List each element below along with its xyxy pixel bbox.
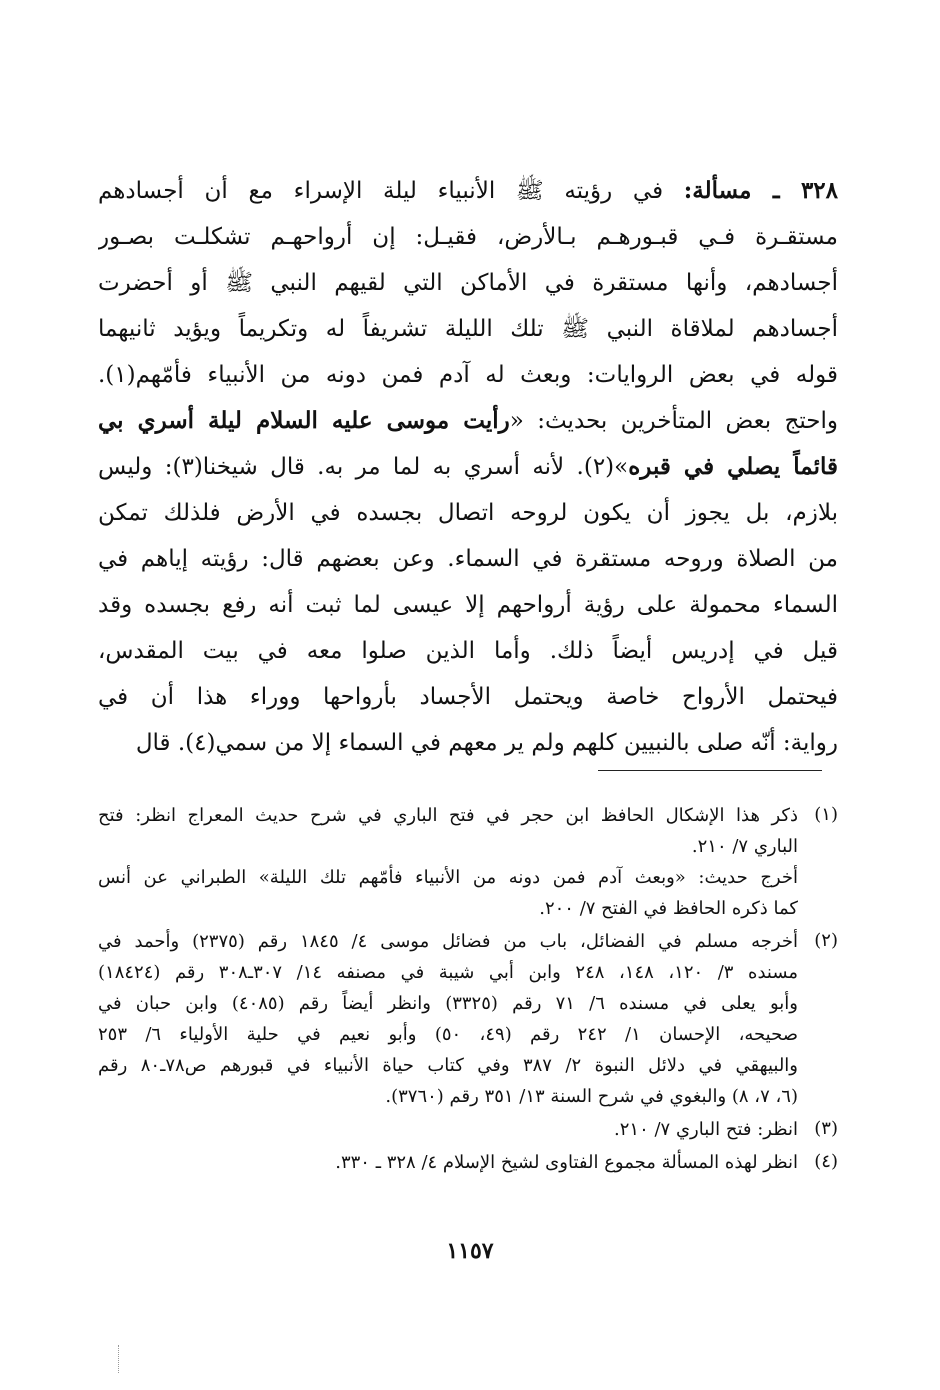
footnote — [98, 1114, 838, 1145]
footnote-line: كما ذكره الحافظ في الفتح ٧/ ٢٠٠. — [539, 898, 798, 919]
text-line — [98, 168, 838, 214]
text-run: رواية: أنّه صلى بالنبيين كلهم ولم ير معهم في السماء إلا من سمي(٤). قال — [135, 730, 838, 756]
footnote-line: أخرجه مسلم في الفضائل، باب من فضائل موسى ٤/ ١٨٤٥ رقم (٢٣٧٥) وأحمد في — [98, 931, 798, 952]
text-line — [98, 720, 838, 766]
text-line — [98, 674, 838, 720]
text-run: السماء محمولة على رؤية أرواحهم إلا عيسى لما ثبت أنه رفع بجسده وقد — [98, 592, 838, 618]
footnote-line: صحيحه، الإحسان ١/ ٢٤٢ رقم (٤٩، ٥٠) وأبو نعيم في حلية الأولياء ٦/ ٢٥٣ — [98, 1024, 798, 1045]
text-line — [98, 582, 838, 628]
footnote — [98, 926, 838, 1112]
footnote-number: (٢) — [814, 930, 838, 951]
bold-text: رأيت موسى عليه السلام ليلة أسري بي — [98, 407, 510, 434]
text-line — [98, 260, 838, 306]
footnote-line: (٦، ٧، ٨) والبغوي في شرح السنة ١٣/ ٣٥١ رقم (٣٧٦٠). — [385, 1086, 798, 1107]
footnote-number: (٤) — [814, 1151, 838, 1172]
footnote — [98, 800, 838, 924]
text-line — [98, 444, 838, 490]
footnote — [98, 1147, 838, 1178]
footnotes — [98, 800, 838, 1178]
page-number: ١١٥٧ — [446, 1238, 494, 1264]
footnote-text — [98, 1147, 798, 1178]
text-line — [98, 306, 838, 352]
text-run: فيحتمل الأرواح خاصة ويحتمل الأجساد بأرواحها ووراء هذا أن في — [98, 684, 838, 710]
text-line — [98, 490, 838, 536]
footnote-text — [98, 1114, 798, 1145]
text-run: قوله في بعض الروايات: وبعث له آدم فمن دونه من الأنبياء فأمّهم(١). — [98, 362, 838, 388]
footnote-line: ذكر هذا الإشكال الحافظ ابن حجر في فتح الباري في شرح حديث المعراج انظر: فتح — [98, 805, 798, 826]
text-run: في رؤيته ﷺ الأنبياء ليلة الإسراء مع أن أجسادهم — [98, 178, 684, 204]
footnote-line: انظر لهذه المسألة مجموع الفتاوى لشيخ الإسلام ٤/ ٣٢٨ ـ ٣٣٠. — [335, 1152, 798, 1173]
footnote-line: والبيهقي في دلائل النبوة ٢/ ٣٨٧ وفي كتاب حياة الأنبياء في قبورهم ص٧٨ـ٨٠ رقم — [98, 1055, 798, 1076]
scan-mark — [118, 1345, 125, 1373]
text-run: أجسادهم لملاقاة النبي ﷺ تلك الليلة تشريفاً له وتكريماً ويؤيد ثانيهما — [98, 316, 838, 342]
footnote-number: (٣) — [814, 1118, 838, 1139]
text-run: أجسادهم، وأنها مستقرة في الأماكن التي لقيهم النبي ﷺ أو أحضرت — [98, 270, 838, 296]
footnote-number: (١) — [814, 804, 838, 825]
text-line — [98, 398, 838, 444]
text-line — [98, 214, 838, 260]
text-line — [98, 536, 838, 582]
text-run: »(٢). لأنه أسري به لما مر به. قال شيخنا(٣): وليس — [98, 454, 629, 480]
text-run: من الصلاة وروحه مستقرة في السماء. وعن بعضهم قال: رؤيته إياهم في — [98, 546, 838, 572]
main-text — [98, 168, 838, 766]
footnote-line: الباري ٧/ ٢١٠. — [691, 836, 798, 857]
text-run: بلازم، بل يجوز أن يكون لروحه اتصال بجسده في الأرض فلذلك تمكن — [98, 500, 838, 526]
footnote-text — [98, 800, 798, 924]
text-line — [98, 628, 838, 674]
text-run: واحتج بعض المتأخرين بحديث: « — [509, 408, 838, 434]
footnote-text — [98, 926, 798, 1112]
text-run: مستقـرة فـي قبـورهـم بـالأرض، فقيـل: إن أرواحهـم تشكلـت بصـور — [98, 224, 838, 250]
footnote-line: انظر: فتح الباري ٧/ ٢١٠. — [614, 1119, 798, 1140]
text-line — [98, 352, 838, 398]
bold-text: قائماً يصلي في قبره — [628, 453, 838, 480]
footnote-line: أخرج حديث: «وبعث آدم فمن دونه من الأنبياء فأمّهم تلك الليلة» الطبراني عن أنس — [98, 867, 798, 888]
bold-text: ٣٢٨ ـ مسألة: — [683, 177, 838, 204]
text-run: قيل في إدريس أيضاً ذلك. وأما الذين صلوا معه في بيت المقدس، — [98, 638, 838, 664]
footnote-divider — [598, 770, 822, 771]
footnote-line: مسنده ٣/ ١٢٠، ١٤٨، ٢٤٨ وابن أبي شيبة في مصنفه ١٤/ ٣٠٧ـ٣٠٨ رقم (١٨٤٢٤) — [98, 962, 798, 983]
footnote-line: وأبو يعلى في مسنده ٦/ ٧١ رقم (٣٣٢٥) وانظر أيضاً رقم (٤٠٨٥) وابن حبان في — [98, 993, 798, 1014]
